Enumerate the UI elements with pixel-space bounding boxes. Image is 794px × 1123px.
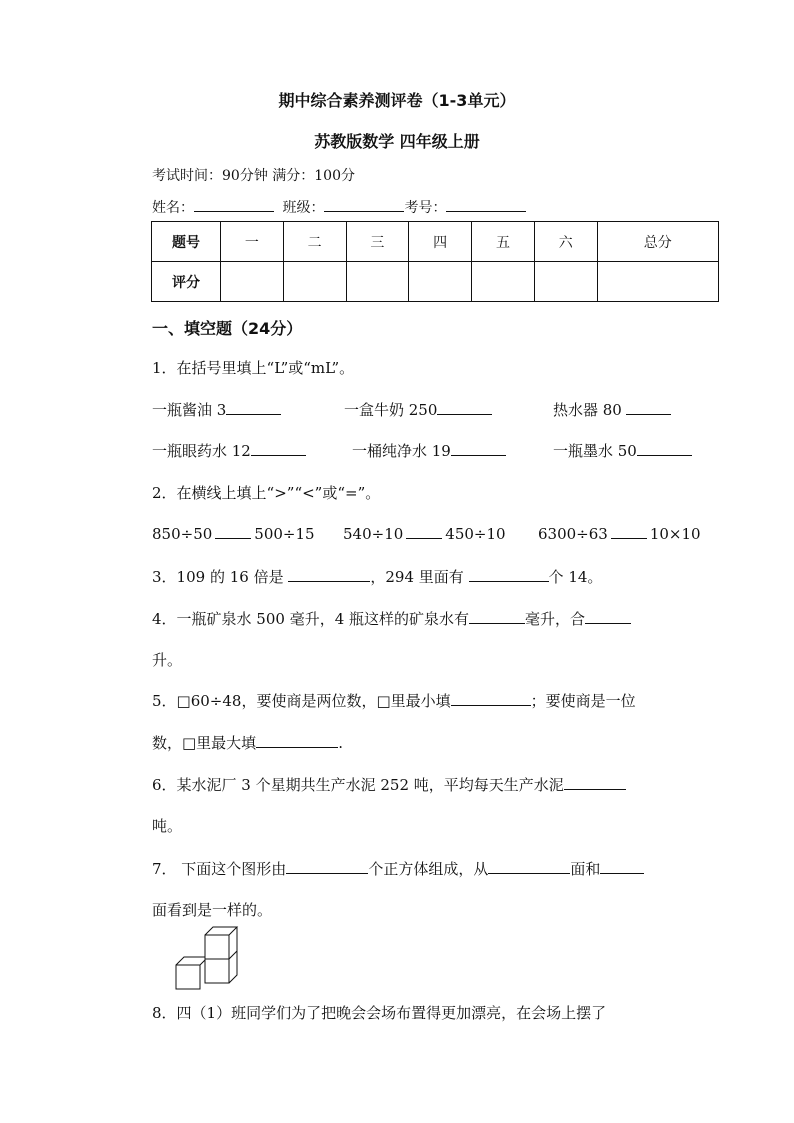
q2-item [538, 524, 701, 543]
table-header-cell: 二 [283, 222, 346, 262]
answer-blank[interactable] [488, 859, 570, 874]
cube-face [176, 965, 200, 989]
question-1-stem: 1．在括号里填上“L”或“mL”。 [152, 359, 355, 377]
table-header-cell: 题号 [152, 222, 221, 262]
q1-item-text: 一瓶墨水 50 [553, 442, 637, 460]
q4-text-a: 4．一瓶矿泉水 500 毫升，4 瓶这样的矿泉水有 [152, 610, 470, 628]
name-blank[interactable] [194, 197, 274, 212]
answer-blank[interactable] [226, 400, 281, 415]
answer-blank[interactable] [564, 775, 626, 790]
q1-item [352, 440, 506, 461]
exam-title: 期中综合素养测评卷（1-3单元） [278, 91, 516, 110]
answer-blank[interactable] [626, 400, 671, 415]
q7-text-b: 个正方体组成，从 [368, 860, 489, 878]
q1-item [344, 399, 492, 420]
name-label: 姓名： [152, 200, 194, 216]
cube-face [205, 959, 229, 983]
answer-blank[interactable] [437, 400, 492, 415]
score-cell[interactable] [283, 262, 346, 302]
q1-item [152, 440, 306, 461]
answer-blank[interactable] [451, 691, 531, 706]
q1-item-text: 一桶纯净水 19 [352, 442, 451, 460]
cube-top-face [205, 927, 237, 935]
q2-left: 6300÷63 [538, 525, 608, 543]
q5-text-b: ；要使商是一位 [530, 692, 636, 710]
answer-blank[interactable] [451, 441, 506, 456]
score-cell[interactable] [221, 262, 284, 302]
compare-blank[interactable] [611, 524, 647, 539]
answer-blank[interactable] [585, 609, 631, 624]
section-title-fill-in: 一、填空题（24分） [152, 319, 303, 338]
answer-blank[interactable] [600, 859, 644, 874]
cube-side-face [229, 951, 237, 983]
table-header-cell: 四 [409, 222, 472, 262]
cube-side-face [229, 927, 237, 959]
question-8: 8．四（1）班同学们为了把晚会会场布置得更加漂亮，在会场上摆了 [152, 1004, 607, 1022]
q3-text-a: 3．109 的 16 倍是 [152, 568, 284, 586]
q6-text-b: 吨。 [152, 817, 183, 835]
q1-item [553, 399, 671, 420]
q2-right: 500÷15 [254, 525, 315, 543]
q2-item [152, 524, 315, 543]
q6-text-a: 6．某水泥厂 3 个星期共生产水泥 252 吨，平均每天生产水泥 [152, 776, 564, 794]
question-5-cont [152, 732, 343, 753]
score-table [151, 221, 719, 302]
table-header-cell: 五 [472, 222, 535, 262]
class-label: 班级： [282, 200, 325, 216]
q1-item [152, 399, 281, 420]
q5-text-d: . [338, 734, 343, 752]
q2-right: 10×10 [649, 525, 701, 543]
table-header-cell: 一 [221, 222, 284, 262]
question-2-stem: 2．在横线上填上“>”“<”或“=”。 [152, 484, 381, 502]
q1-item-text: 一瓶眼药水 12 [152, 442, 251, 460]
q2-item [343, 524, 506, 543]
number-blank[interactable] [446, 197, 526, 212]
answer-blank[interactable] [469, 567, 549, 582]
question-4 [152, 608, 631, 629]
number-label: 考号： [404, 200, 447, 216]
q7-text-c: 面和 [570, 860, 601, 878]
score-cell[interactable] [534, 262, 597, 302]
score-cell[interactable] [346, 262, 409, 302]
answer-blank[interactable] [286, 859, 368, 874]
score-row-label: 评分 [152, 262, 221, 302]
question-6 [152, 774, 626, 795]
q5-text-a: 5．□60÷48，要使商是两位数，□里最小填 [152, 692, 451, 710]
q4-text-c: 升。 [152, 651, 183, 669]
q3-text-c: 个 14。 [548, 568, 603, 586]
score-cell[interactable] [472, 262, 535, 302]
table-row [152, 222, 719, 262]
question-3 [152, 566, 602, 587]
q7-text-d: 面看到是一样的。 [152, 901, 273, 919]
score-cell[interactable] [597, 262, 718, 302]
q1-item [553, 440, 692, 461]
compare-blank[interactable] [406, 524, 442, 539]
class-blank[interactable] [324, 197, 404, 212]
cube-face [205, 935, 229, 959]
q3-text-b: ，294 里面有 [370, 568, 464, 586]
q1-item-text: 热水器 80 [553, 401, 622, 419]
table-header-cell: 六 [534, 222, 597, 262]
q1-item-text: 一瓶酱油 3 [152, 401, 227, 419]
q5-text-c: 数，□里最大填 [152, 734, 257, 752]
q2-left: 850÷50 [152, 525, 213, 543]
question-5 [152, 690, 636, 711]
exam-time-info: 考试时间：90分钟 满分：100分 [152, 168, 355, 184]
cube-stack-figure [174, 925, 244, 991]
q4-text-b: 毫升，合 [525, 610, 586, 628]
answer-blank[interactable] [288, 567, 370, 582]
cube-edge [200, 960, 205, 965]
table-header-cell: 三 [346, 222, 409, 262]
q2-right: 450÷10 [445, 525, 506, 543]
q2-left: 540÷10 [343, 525, 404, 543]
answer-blank[interactable] [469, 609, 525, 624]
q7-text-a: 7． 下面这个图形由 [152, 860, 287, 878]
score-cell[interactable] [409, 262, 472, 302]
table-row [152, 262, 719, 302]
q1-item-text: 一盒牛奶 250 [344, 401, 438, 419]
answer-blank[interactable] [251, 441, 306, 456]
compare-blank[interactable] [215, 524, 251, 539]
answer-blank[interactable] [637, 441, 692, 456]
exam-subtitle: 苏教版数学 四年级上册 [314, 132, 480, 151]
table-header-cell: 总分 [597, 222, 718, 262]
answer-blank[interactable] [256, 733, 338, 748]
question-7 [152, 858, 644, 879]
student-info-row [152, 197, 526, 217]
